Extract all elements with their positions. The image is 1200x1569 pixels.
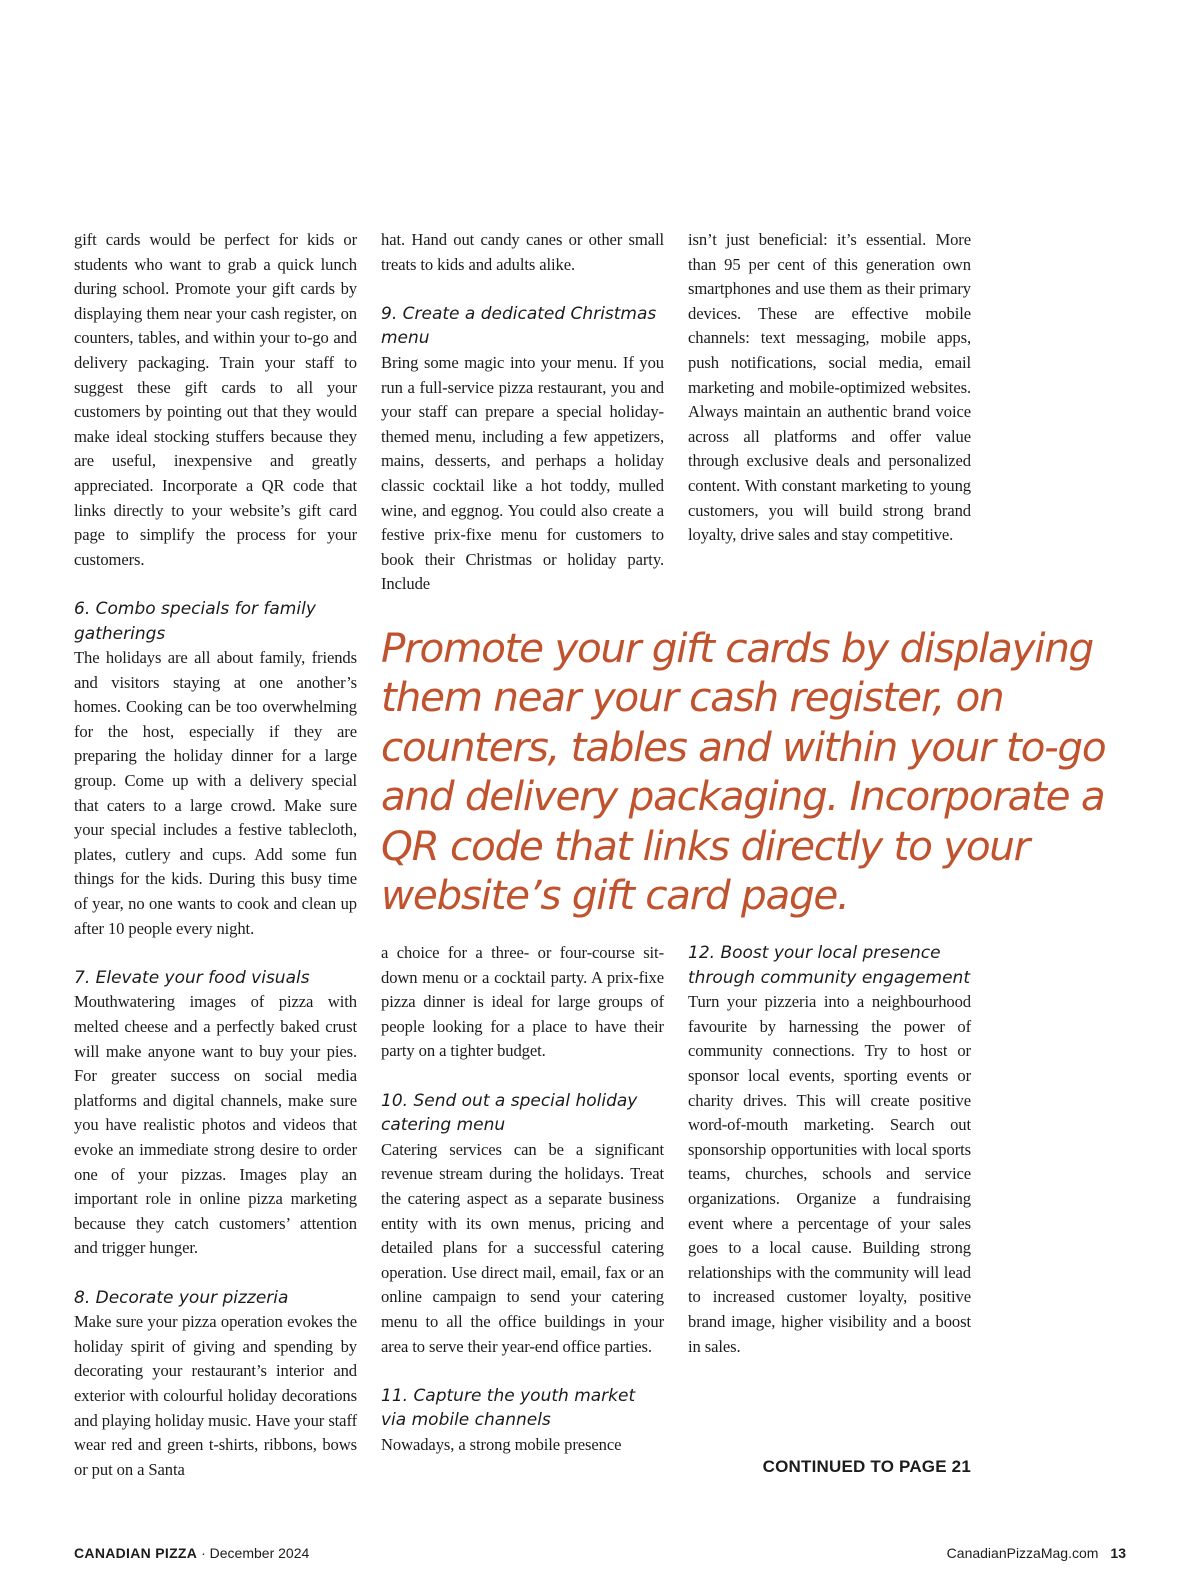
article-column-1 bbox=[74, 228, 357, 1482]
footer-separator: · bbox=[197, 1545, 210, 1561]
heading-6: 6. Combo specials for family gatherings bbox=[74, 598, 316, 644]
heading-9: 9. Create a dedicated Christmas menu bbox=[381, 303, 657, 349]
paragraph-6: The holidays are all about family, friends and visitors staying at one another’s homes. Cooking can be too overwhelming for the host, especially if they are preparing the holiday dinner for a large group. Come up with a delivery special that caters to a large crowd. Make sure your special includes a festive tablecloth, plates, cutlery and cups. Add some fun things for the kids. During this busy time of year, no one wants to cook and clean up after 10 people every night. bbox=[74, 648, 357, 938]
paragraph-santa-hat: hat. Hand out candy canes or other small treats to kids and adults alike. bbox=[381, 230, 664, 274]
paragraph-8: Make sure your pizza operation evokes the holiday spirit of giving and spending by decorating your restaurant’s interior and exterior with colourful holiday decorations and playing holiday music. Have your staff wear red and green t-shirts, ribbons, bows or put on a Santa bbox=[74, 1312, 357, 1479]
article-column-3-top bbox=[688, 228, 971, 548]
paragraph-11: Nowadays, a strong mobile presence bbox=[381, 1434, 622, 1454]
paragraph-7: Mouthwatering images of pizza with melted cheese and a perfectly baked crust will make anyone want to buy your pies. For greater success on social media platforms and digital channels, make sure you have realistic photos and videos that evoke an immediate strong desire to order one of your pizzas. Images play an important role in online pizza marketing because they catch customers’ attention and trigger hunger. bbox=[74, 992, 357, 1258]
heading-11: 11. Capture the youth market via mobile channels bbox=[381, 1385, 636, 1431]
paragraph-9-continued: a choice for a three- or four-course sit-down menu or a cocktail party. A prix-fixe pizza dinner is ideal for large groups of people looking for a place to have their party on a tighter budget. bbox=[381, 943, 664, 1061]
paragraph-9: Bring some magic into your menu. If you run a full-service pizza restaurant, you and your staff can prepare a special holiday-themed menu, including a few appetizers, mains, desserts, and perhaps a holiday classic cocktail like a hot toddy, mulled wine, and eggnog. You could also create a festive prix-fixe menu for customers to book their Christmas or holiday party. Include bbox=[381, 352, 664, 594]
website-url: CanadianPizzaMag.com bbox=[946, 1545, 1099, 1561]
pull-quote: Promote your gift cards by displaying them near your cash register, on counters, tables and within your to-go and delivery packaging. Incorporate a QR code that links directly to your website’s gift card page. bbox=[381, 624, 1106, 920]
heading-8: 8. Decorate your pizzeria bbox=[74, 1287, 289, 1308]
footer-right bbox=[947, 1545, 1126, 1561]
article-column-2-top bbox=[381, 228, 664, 597]
heading-10: 10. Send out a special holiday catering menu bbox=[381, 1090, 638, 1136]
article-column-3-bottom bbox=[688, 941, 971, 1359]
continued-notice: CONTINUED TO PAGE 21 bbox=[762, 1457, 971, 1476]
heading-7: 7. Elevate your food visuals bbox=[74, 967, 310, 988]
paragraph-12: Turn your pizzeria into a neighbourhood favourite by harnessing the power of community connections. Try to host or sponsor local events, sporting events or charity drives. This will create positive word-of-mouth marketing. Search out sponsorship opportunities with local sports teams, churches, schools and service organizations. Organize a fundraising event where a percentage of your sales goes to a local cause. Building strong relationships with the community will lead to increased customer loyalty, positive brand image, higher visibility and a boost in sales. bbox=[688, 992, 971, 1356]
footer-left bbox=[74, 1545, 309, 1561]
magazine-name: CANADIAN PIZZA bbox=[74, 1545, 198, 1561]
paragraph-10: Catering services can be a significant revenue stream during the holidays. Treat the catering aspect as a separate business entity with its own menus, pricing and detailed plans for a successful catering operation. Use direct mail, email, fax or an online campaign to send your catering menu to all the office buildings in your area to serve their year-end office parties. bbox=[381, 1139, 664, 1356]
issue-date: December 2024 bbox=[209, 1545, 310, 1561]
paragraph-mobile-presence: isn’t just beneficial: it’s essential. More than 95 per cent of this generation own smartphones and use them as their primary devices. These are effective mobile channels: text messaging, mobile apps, push notifications, social media, email marketing and mobile-optimized websites. Always maintain an authentic brand voice across all platforms and offer value through exclusive deals and personalized content. With constant marketing to young customers, you will build strong brand loyalty, drive sales and stay competitive. bbox=[688, 230, 971, 545]
heading-12: 12. Boost your local presence through community engagement bbox=[688, 943, 970, 988]
paragraph-gift-cards-continued: gift cards would be perfect for kids or students who want to grab a quick lunch during school. Promote your gift cards by displaying them near your cash register, on counters, tables, and within your to-go and delivery packaging. Train your staff to suggest these gift cards to all your customers by pointing out that they would make ideal stocking stuffers because they are useful, inexpensive and greatly appreciated. Incorporate a QR code that links directly to your website’s gift card page to simplify the process for your customers. bbox=[74, 230, 357, 569]
article-column-2-bottom bbox=[381, 941, 664, 1457]
page-number: 13 bbox=[1110, 1545, 1126, 1561]
